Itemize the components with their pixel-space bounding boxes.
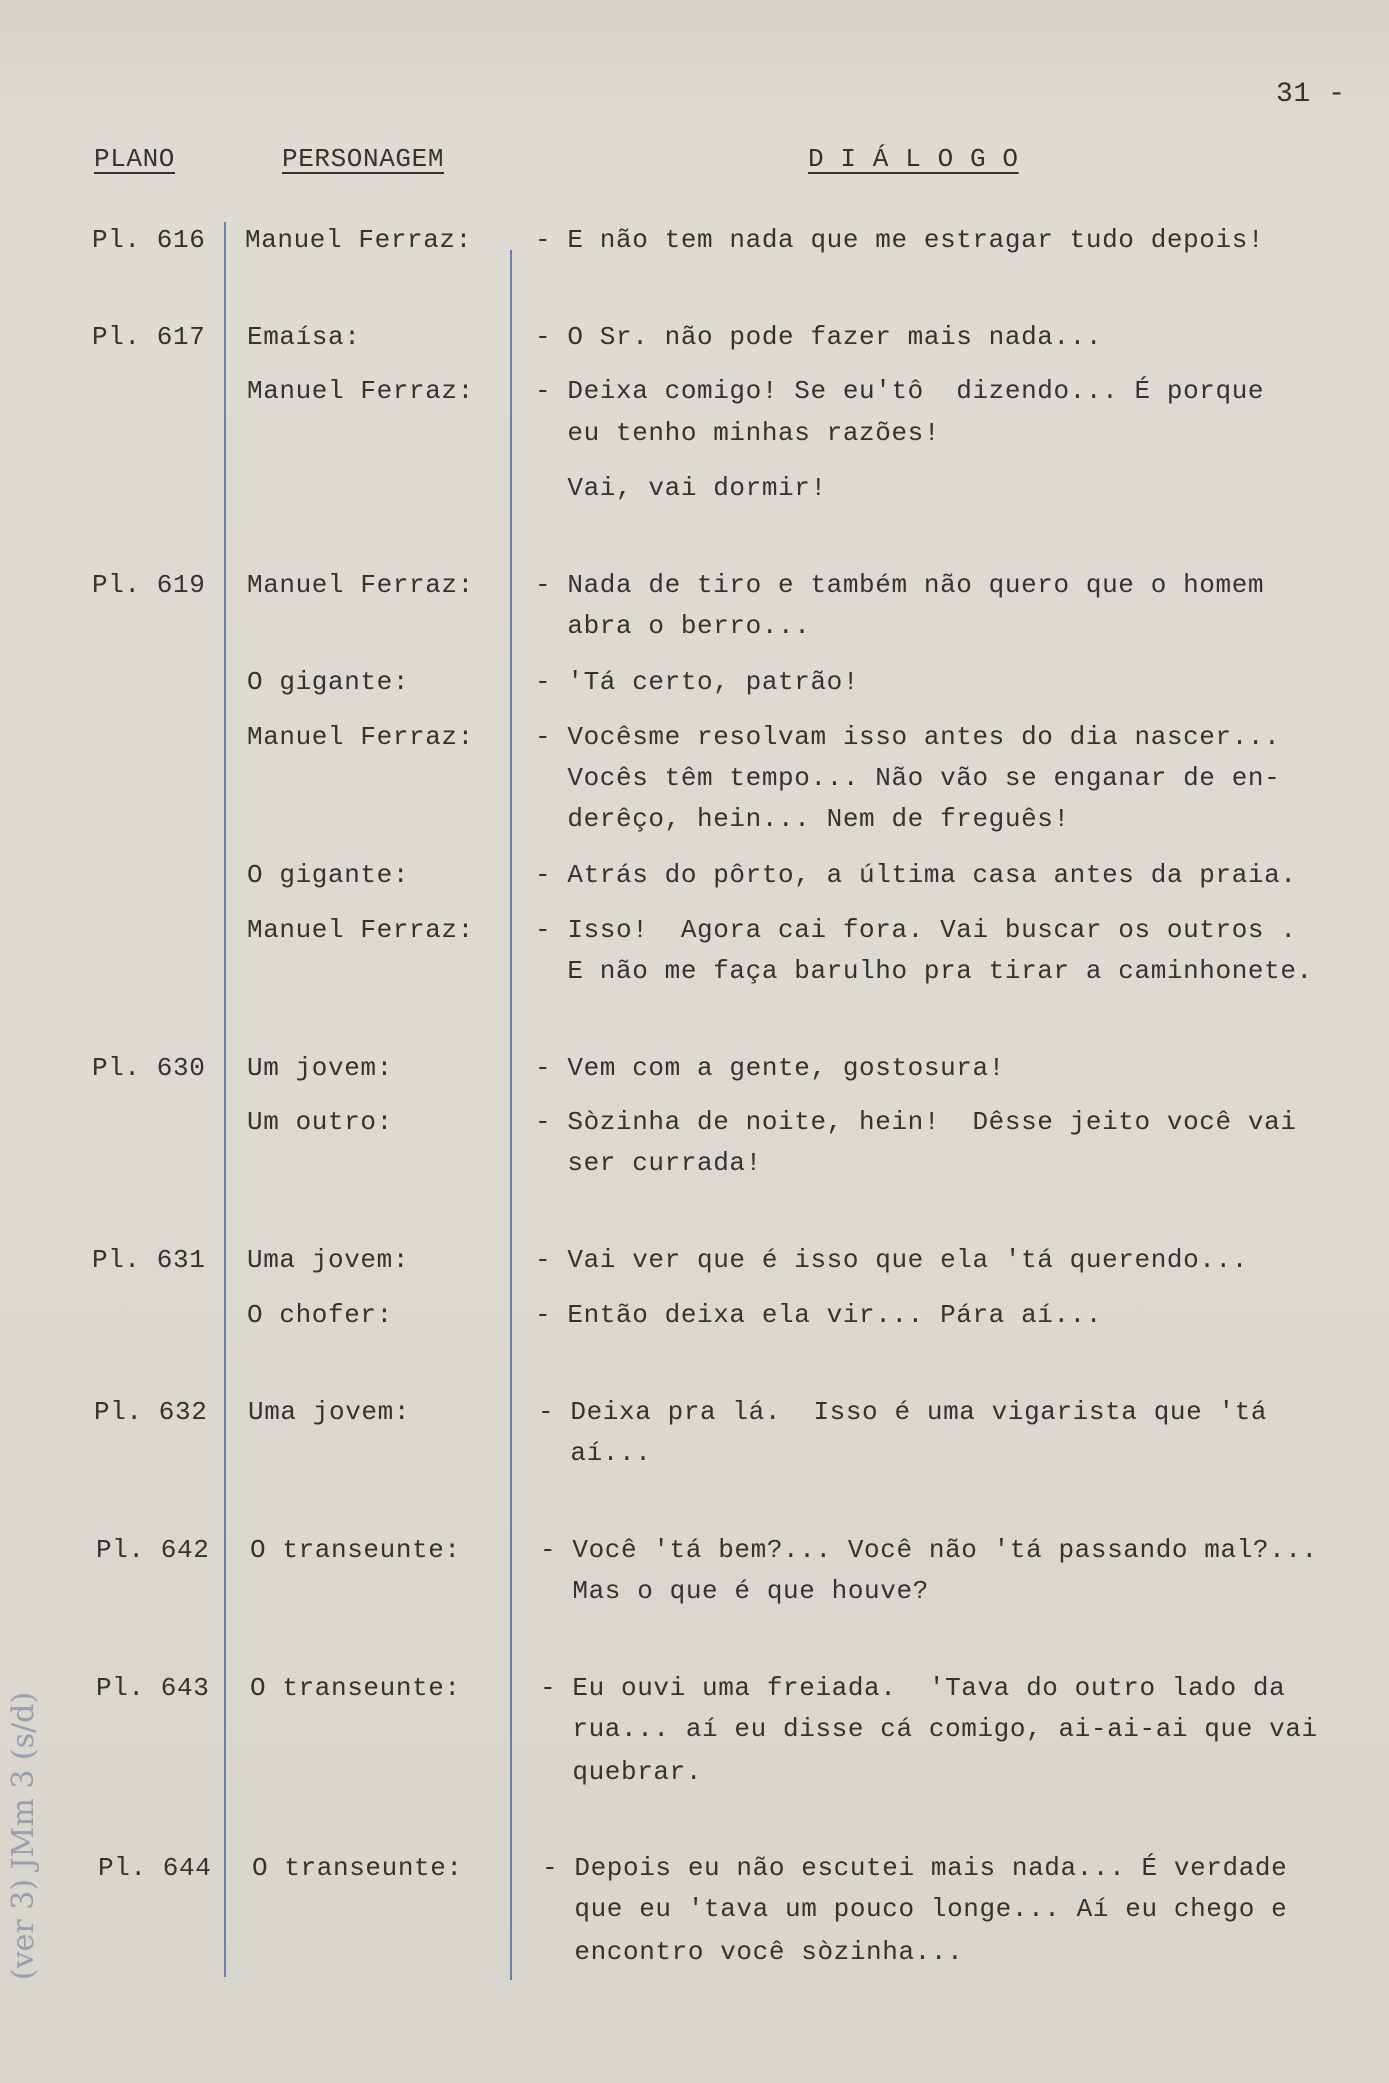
page-number: 31 - (1276, 79, 1346, 110)
character-name: Manuel Ferraz: (247, 376, 474, 406)
dialogue-line: - Nada de tiro e também não quero que o homem (535, 570, 1265, 600)
character-name: O chofer: (247, 1300, 393, 1330)
dialogue-line: - Sòzinha de noite, hein! Dêsse jeito você vai (535, 1107, 1297, 1137)
dialogue-line: quebrar. (540, 1757, 703, 1787)
header-plano: PLANO (94, 144, 176, 174)
character-name: O transeunte: (252, 1853, 463, 1883)
dialogue-line: - 'Tá certo, patrão! (535, 667, 860, 697)
character-name: O transeunte: (250, 1673, 461, 1703)
character-name: Manuel Ferraz: (247, 915, 474, 945)
plano-label: Pl. 643 (96, 1673, 210, 1703)
character-name: O gigante: (247, 860, 410, 890)
dialogue-line: E não me faça barulho pra tirar a caminhonete. (535, 956, 1313, 986)
header-dialogo: D I Á L O G O (808, 144, 1019, 174)
character-name: Manuel Ferraz: (247, 722, 474, 752)
character-name: O gigante: (247, 667, 410, 697)
dialogue-line: - Você 'tá bem?... Você não 'tá passando mal?... (540, 1535, 1318, 1565)
column-rule-right (510, 250, 512, 1980)
dialogue-line: - Vocêsme resolvam isso antes do dia nascer... (535, 722, 1281, 752)
dialogue-line: derêço, hein... Nem de freguês! (535, 804, 1070, 834)
dialogue-line: - O Sr. não pode fazer mais nada... (535, 322, 1103, 352)
plano-label: Pl. 619 (92, 570, 206, 600)
header-personagem: PERSONAGEM (282, 144, 445, 174)
character-name: Manuel Ferraz: (245, 225, 472, 255)
dialogue-line: eu tenho minhas razões! (535, 418, 941, 448)
character-name: Uma jovem: (248, 1397, 411, 1427)
plano-label: Pl. 642 (96, 1535, 210, 1565)
dialogue-line: Vai, vai dormir! (535, 473, 827, 503)
dialogue-line: - Então deixa ela vir... Pára aí... (535, 1300, 1103, 1330)
plano-label: Pl. 644 (98, 1853, 212, 1883)
character-name: Um jovem: (247, 1053, 393, 1083)
plano-label: Pl. 617 (92, 322, 206, 352)
dialogue-line: - Depois eu não escutei mais nada... É verdade (542, 1853, 1288, 1883)
character-name: Emaísa: (247, 322, 361, 352)
dialogue-line: - Vai ver que é isso que ela 'tá querendo... (535, 1245, 1248, 1275)
plano-label: Pl. 631 (92, 1245, 206, 1275)
dialogue-line: que eu 'tava um pouco longe... Aí eu chego e (542, 1894, 1288, 1924)
dialogue-line: encontro você sòzinha... (542, 1937, 964, 1967)
handwritten-margin-note: (ver 3) JMm 3 (s/d) (6, 1691, 41, 1980)
character-name: O transeunte: (250, 1535, 461, 1565)
character-name: Uma jovem: (247, 1245, 410, 1275)
plano-label: Pl. 630 (92, 1053, 206, 1083)
dialogue-line: - Deixa comigo! Se eu'tô dizendo... É porque (535, 376, 1265, 406)
dialogue-line: - Vem com a gente, gostosura! (535, 1053, 1005, 1083)
plano-label: Pl. 616 (92, 225, 206, 255)
plano-label: Pl. 632 (94, 1397, 208, 1427)
dialogue-line: Mas o que é que houve? (540, 1576, 929, 1606)
character-name: Um outro: (247, 1107, 393, 1137)
dialogue-line: Vocês têm tempo... Não vão se enganar de en- (535, 763, 1281, 793)
dialogue-line: rua... aí eu disse cá comigo, ai-ai-ai que vai (540, 1714, 1318, 1744)
column-rule-left (224, 222, 226, 1977)
dialogue-line: - Deixa pra lá. Isso é uma vigarista que 'tá (538, 1397, 1268, 1427)
dialogue-line: - Isso! Agora cai fora. Vai buscar os outros . (535, 915, 1297, 945)
dialogue-line: - E não tem nada que me estragar tudo depois! (535, 225, 1265, 255)
dialogue-line: ser currada! (535, 1148, 762, 1178)
dialogue-line: - Atrás do pôrto, a última casa antes da praia. (535, 860, 1297, 890)
dialogue-line: - Eu ouvi uma freiada. 'Tava do outro lado da (540, 1673, 1286, 1703)
dialogue-line: aí... (538, 1438, 652, 1468)
character-name: Manuel Ferraz: (247, 570, 474, 600)
dialogue-line: abra o berro... (535, 611, 811, 641)
